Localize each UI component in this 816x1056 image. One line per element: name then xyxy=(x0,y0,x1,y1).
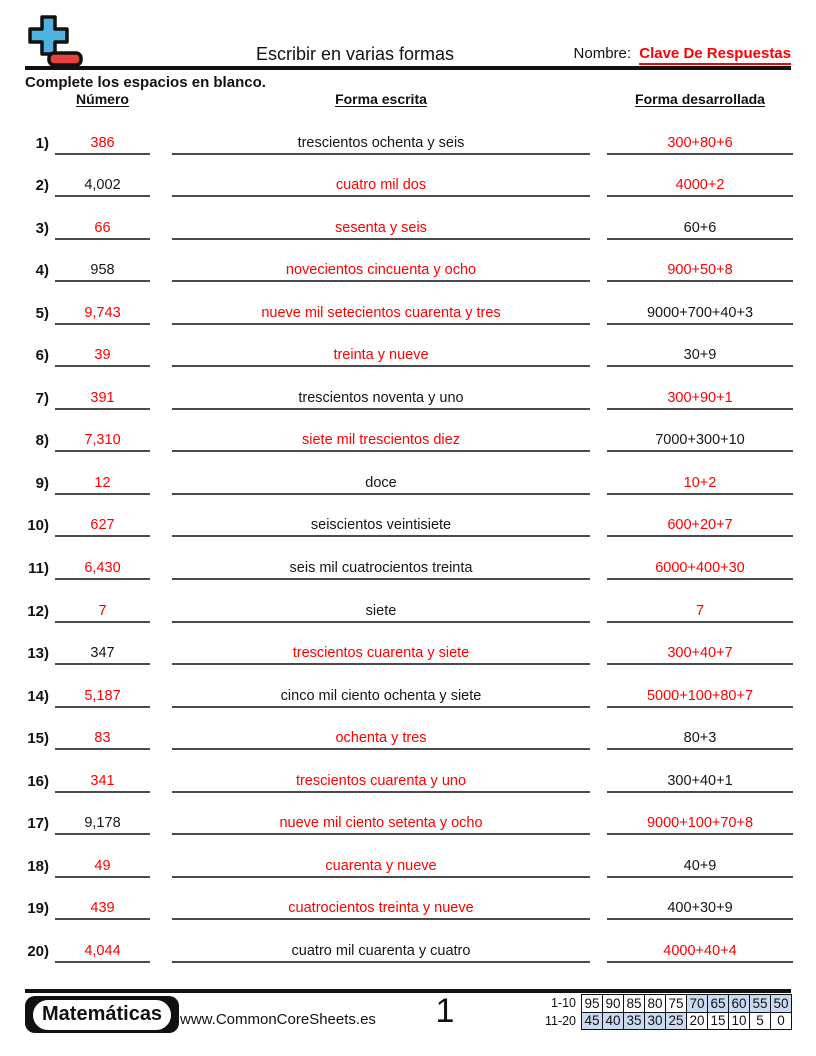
numero-field xyxy=(55,367,150,410)
numero-value: 9,178 xyxy=(84,815,121,832)
forma-desarrollada-value: 9000+100+70+8 xyxy=(646,815,754,832)
numero-value: 49 xyxy=(94,857,111,874)
forma-desarrollada-value: 5000+100+80+7 xyxy=(646,687,754,704)
score-cell: 40 xyxy=(602,1012,624,1031)
page-title: Escribir en varias formas xyxy=(255,44,455,64)
score-cell: 60 xyxy=(728,994,750,1013)
score-cell: 20 xyxy=(686,1012,708,1031)
name-label: Nombre: xyxy=(573,45,632,62)
forma-escrita-field xyxy=(172,878,590,921)
forma-escrita-field xyxy=(172,452,590,495)
forma-desarrollada-field xyxy=(607,878,793,921)
problem-number-label: 9) xyxy=(35,474,49,492)
numero-field xyxy=(55,835,150,878)
instructions-text: Complete los espacios en blanco. xyxy=(25,74,266,91)
problem-number-label: 13) xyxy=(27,645,49,663)
forma-desarrollada-value: 7 xyxy=(695,602,705,619)
forma-escrita-field xyxy=(172,537,590,580)
forma-desarrollada-field xyxy=(607,580,793,623)
brand-name: Matemáticas xyxy=(30,997,174,1033)
problem-number-label: 7) xyxy=(35,389,49,407)
forma-desarrollada-field xyxy=(607,793,793,836)
forma-escrita-value: doce xyxy=(365,474,397,491)
forma-escrita-value: trescientos cuarenta y siete xyxy=(292,645,470,662)
forma-escrita-value: nueve mil ciento setenta y ocho xyxy=(279,815,483,832)
forma-escrita-field xyxy=(172,793,590,836)
problem-row xyxy=(25,537,793,580)
forma-escrita-field xyxy=(172,750,590,793)
forma-escrita-field xyxy=(172,665,590,708)
forma-desarrollada-field xyxy=(607,708,793,751)
forma-escrita-field xyxy=(172,367,590,410)
forma-escrita-field xyxy=(172,325,590,368)
numero-value: 66 xyxy=(94,219,111,236)
problem-row xyxy=(25,282,793,325)
forma-desarrollada-field xyxy=(607,112,793,155)
forma-desarrollada-value: 900+50+8 xyxy=(667,262,733,279)
forma-desarrollada-field xyxy=(607,240,793,283)
numero-value: 439 xyxy=(90,900,115,917)
problem-number-label: 17) xyxy=(27,815,49,833)
problems-list xyxy=(25,112,793,963)
forma-escrita-value: siete xyxy=(365,602,397,619)
problem-row xyxy=(25,708,793,751)
score-row xyxy=(536,1012,792,1031)
numero-value: 9,743 xyxy=(84,304,121,321)
score-cell: 55 xyxy=(749,994,771,1013)
score-row xyxy=(536,994,792,1013)
forma-desarrollada-value: 300+40+7 xyxy=(667,645,733,662)
forma-escrita-value: siete mil trescientos diez xyxy=(302,432,460,449)
numero-field xyxy=(55,282,150,325)
forma-desarrollada-value: 4000+40+4 xyxy=(663,942,737,959)
numero-field xyxy=(55,155,150,198)
forma-desarrollada-value: 300+40+1 xyxy=(667,772,733,789)
score-cell: 80 xyxy=(644,994,666,1013)
numero-value: 958 xyxy=(90,262,115,279)
score-cell: 10 xyxy=(728,1012,750,1031)
name-value: Clave De Respuestas xyxy=(639,45,791,65)
problem-row xyxy=(25,878,793,921)
score-cell: 95 xyxy=(581,994,603,1013)
numero-field xyxy=(55,623,150,666)
problem-number-label: 4) xyxy=(35,262,49,280)
problem-number-label: 19) xyxy=(27,900,49,918)
problem-row xyxy=(25,240,793,283)
forma-escrita-value: sesenta y seis xyxy=(335,219,427,236)
forma-desarrollada-field xyxy=(607,665,793,708)
forma-desarrollada-field xyxy=(607,197,793,240)
forma-desarrollada-value: 7000+300+10 xyxy=(655,432,745,449)
problem-number-label: 14) xyxy=(27,687,49,705)
problem-number-label: 16) xyxy=(27,772,49,790)
problem-number-label: 8) xyxy=(35,432,49,450)
numero-field xyxy=(55,750,150,793)
forma-escrita-value: cinco mil ciento ochenta y siete xyxy=(280,687,482,704)
forma-desarrollada-field xyxy=(607,623,793,666)
problem-row xyxy=(25,835,793,878)
problem-number-label: 15) xyxy=(27,730,49,748)
forma-desarrollada-value: 600+20+7 xyxy=(667,517,733,534)
numero-value: 341 xyxy=(90,772,115,789)
numero-value: 391 xyxy=(90,389,115,406)
forma-desarrollada-field xyxy=(607,410,793,453)
numero-value: 627 xyxy=(90,517,115,534)
forma-desarrollada-value: 10+2 xyxy=(683,474,717,491)
numero-value: 6,430 xyxy=(84,560,121,577)
problem-row xyxy=(25,623,793,666)
forma-desarrollada-field xyxy=(607,835,793,878)
numero-field xyxy=(55,537,150,580)
forma-desarrollada-value: 4000+2 xyxy=(675,177,725,194)
name-block xyxy=(574,45,791,62)
problem-row xyxy=(25,155,793,198)
forma-escrita-value: ochenta y tres xyxy=(335,730,427,747)
numero-value: 5,187 xyxy=(84,687,121,704)
score-table xyxy=(536,994,792,1030)
forma-escrita-value: cuarenta y nueve xyxy=(325,857,437,874)
numero-value: 347 xyxy=(90,645,115,662)
forma-escrita-value: treinta y nueve xyxy=(333,347,429,364)
problem-number-label: 18) xyxy=(27,857,49,875)
forma-escrita-field xyxy=(172,835,590,878)
score-cell: 50 xyxy=(770,994,792,1013)
problem-row xyxy=(25,580,793,623)
numero-value: 4,002 xyxy=(84,177,121,194)
plus-minus-logo-icon xyxy=(26,14,90,73)
numero-field xyxy=(55,580,150,623)
problem-number-label: 2) xyxy=(35,177,49,195)
score-cell: 25 xyxy=(665,1012,687,1031)
numero-field xyxy=(55,112,150,155)
forma-escrita-value: trescientos ochenta y seis xyxy=(297,134,465,151)
forma-escrita-value: trescientos noventa y uno xyxy=(298,389,464,406)
forma-escrita-field xyxy=(172,920,590,963)
forma-desarrollada-value: 6000+400+30 xyxy=(655,560,745,577)
forma-escrita-field xyxy=(172,240,590,283)
problem-number-label: 6) xyxy=(35,347,49,365)
forma-escrita-value: cuatrocientos treinta y nueve xyxy=(288,900,474,917)
score-cell: 0 xyxy=(770,1012,792,1031)
score-cell: 15 xyxy=(707,1012,729,1031)
problem-row xyxy=(25,665,793,708)
problem-row xyxy=(25,793,793,836)
forma-escrita-field xyxy=(172,155,590,198)
forma-desarrollada-value: 400+30+9 xyxy=(667,900,733,917)
column-header-numero: Número xyxy=(76,91,129,107)
forma-escrita-field xyxy=(172,495,590,538)
problem-row xyxy=(25,197,793,240)
score-cell: 75 xyxy=(665,994,687,1013)
footer-divider xyxy=(25,989,791,993)
forma-escrita-field xyxy=(172,623,590,666)
forma-desarrollada-field xyxy=(607,452,793,495)
column-header-forma-escrita: Forma escrita xyxy=(335,91,427,107)
header-divider xyxy=(25,66,791,70)
forma-escrita-field xyxy=(172,410,590,453)
forma-desarrollada-value: 9000+700+40+3 xyxy=(646,304,754,321)
problem-row xyxy=(25,920,793,963)
numero-field xyxy=(55,878,150,921)
page-number: 1 xyxy=(435,992,455,1030)
forma-escrita-value: cuatro mil dos xyxy=(335,177,427,194)
website-link: www.CommonCoreSheets.es xyxy=(180,1011,376,1028)
problem-number-label: 12) xyxy=(27,602,49,620)
forma-desarrollada-value: 30+9 xyxy=(683,347,717,364)
score-cell: 90 xyxy=(602,994,624,1013)
forma-escrita-value: novecientos cincuenta y ocho xyxy=(285,262,477,279)
column-header-forma-desarrollada: Forma desarrollada xyxy=(635,91,765,107)
problem-number-label: 10) xyxy=(27,517,49,535)
score-cell: 85 xyxy=(623,994,645,1013)
forma-desarrollada-value: 300+80+6 xyxy=(667,134,733,151)
forma-desarrollada-field xyxy=(607,750,793,793)
forma-desarrollada-field xyxy=(607,495,793,538)
numero-field xyxy=(55,495,150,538)
forma-desarrollada-field xyxy=(607,325,793,368)
score-cell: 45 xyxy=(581,1012,603,1031)
forma-escrita-field xyxy=(172,282,590,325)
problem-row xyxy=(25,325,793,368)
problem-row xyxy=(25,367,793,410)
numero-field xyxy=(55,665,150,708)
forma-escrita-value: trescientos cuarenta y uno xyxy=(295,772,467,789)
score-cell: 5 xyxy=(749,1012,771,1031)
numero-value: 386 xyxy=(90,134,115,151)
forma-escrita-field xyxy=(172,197,590,240)
forma-escrita-value: seis mil cuatrocientos treinta xyxy=(289,560,473,577)
problem-row xyxy=(25,112,793,155)
numero-field xyxy=(55,708,150,751)
numero-field xyxy=(55,240,150,283)
score-range-label: 1-10 xyxy=(550,996,576,1011)
problem-row xyxy=(25,750,793,793)
numero-field xyxy=(55,197,150,240)
problem-number-label: 11) xyxy=(28,560,49,578)
forma-desarrollada-field xyxy=(607,367,793,410)
problem-number-label: 1) xyxy=(35,134,49,152)
numero-value: 7 xyxy=(98,602,107,619)
score-cell: 30 xyxy=(644,1012,666,1031)
forma-escrita-value: cuatro mil cuarenta y cuatro xyxy=(291,942,471,959)
forma-desarrollada-value: 80+3 xyxy=(683,730,717,747)
numero-value: 83 xyxy=(94,730,111,747)
forma-desarrollada-field xyxy=(607,537,793,580)
numero-field xyxy=(55,920,150,963)
forma-escrita-field xyxy=(172,112,590,155)
score-cell: 65 xyxy=(707,994,729,1013)
forma-escrita-field xyxy=(172,708,590,751)
problem-number-label: 20) xyxy=(27,942,49,960)
forma-desarrollada-field xyxy=(607,282,793,325)
forma-escrita-value: nueve mil setecientos cuarenta y tres xyxy=(261,304,501,321)
numero-field xyxy=(55,452,150,495)
numero-field xyxy=(55,793,150,836)
problem-row xyxy=(25,495,793,538)
problem-number-label: 5) xyxy=(35,304,49,322)
numero-field xyxy=(55,410,150,453)
forma-desarrollada-value: 300+90+1 xyxy=(667,389,733,406)
score-range-label: 11-20 xyxy=(544,1013,576,1028)
forma-desarrollada-value: 60+6 xyxy=(683,219,717,236)
numero-value: 4,044 xyxy=(84,942,121,959)
score-cell: 70 xyxy=(686,994,708,1013)
forma-escrita-field xyxy=(172,580,590,623)
forma-desarrollada-field xyxy=(607,920,793,963)
score-cell: 35 xyxy=(623,1012,645,1031)
brand-badge xyxy=(25,996,179,1033)
numero-field xyxy=(55,325,150,368)
problem-number-label: 3) xyxy=(35,219,49,237)
problem-row xyxy=(25,410,793,453)
numero-value: 7,310 xyxy=(84,432,121,449)
forma-escrita-value: seiscientos veintisiete xyxy=(310,517,452,534)
problem-row xyxy=(25,452,793,495)
forma-desarrollada-field xyxy=(607,155,793,198)
numero-value: 39 xyxy=(94,347,111,364)
forma-desarrollada-value: 40+9 xyxy=(683,857,717,874)
numero-value: 12 xyxy=(94,474,111,491)
